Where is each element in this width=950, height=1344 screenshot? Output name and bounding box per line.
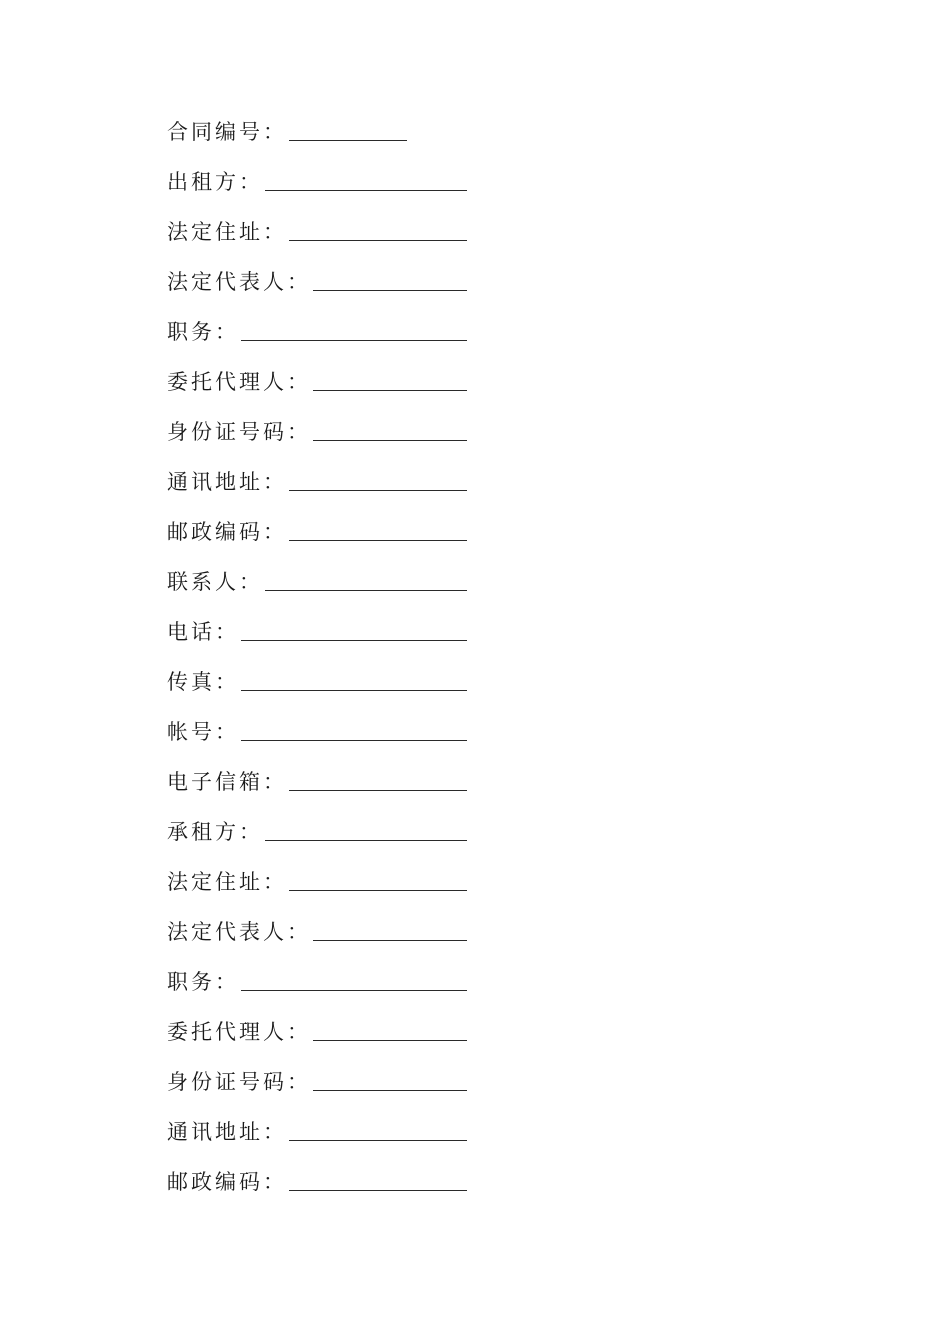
field-label: 承租方： [167, 820, 263, 844]
field-label: 法定代表人： [167, 270, 311, 294]
lessor-phone-blank[interactable] [241, 640, 467, 641]
lessee-id-number-blank[interactable] [313, 1090, 467, 1091]
field-label: 联系人： [167, 570, 263, 594]
field-row-lessor-phone [167, 604, 487, 654]
lessee-legal-address-blank[interactable] [289, 890, 467, 891]
lessor-account-blank[interactable] [241, 740, 467, 741]
field-label: 委托代理人： [167, 370, 311, 394]
contract-party-fields [167, 104, 487, 1204]
field-label: 邮政编码： [167, 1170, 287, 1194]
field-row-lessor-fax [167, 654, 487, 704]
lessor-fax-blank[interactable] [241, 690, 467, 691]
field-row-contract-number [167, 104, 487, 154]
field-row-lessor [167, 154, 487, 204]
lessor-blank[interactable] [265, 190, 467, 191]
field-label: 身份证号码： [167, 420, 311, 444]
field-label: 职务： [167, 320, 239, 344]
field-label: 身份证号码： [167, 1070, 311, 1094]
lessee-position-blank[interactable] [241, 990, 467, 991]
field-label: 帐号： [167, 720, 239, 744]
field-row-lessee-id-number [167, 1054, 487, 1104]
lessor-agent-blank[interactable] [313, 390, 467, 391]
field-label: 传真： [167, 670, 239, 694]
field-label: 邮政编码： [167, 520, 287, 544]
field-label: 法定代表人： [167, 920, 311, 944]
lessor-position-blank[interactable] [241, 340, 467, 341]
field-label: 职务： [167, 970, 239, 994]
field-row-lessor-mailing-address [167, 454, 487, 504]
field-row-lessor-contact [167, 554, 487, 604]
field-row-lessee-position [167, 954, 487, 1004]
lessor-legal-address-blank[interactable] [289, 240, 467, 241]
field-label: 委托代理人： [167, 1020, 311, 1044]
contract-number-blank[interactable] [289, 140, 407, 141]
field-label: 合同编号： [167, 120, 287, 144]
field-row-lessor-id-number [167, 404, 487, 454]
field-row-lessee-legal-address [167, 854, 487, 904]
lessee-legal-representative-blank[interactable] [313, 940, 467, 941]
field-row-lessee-agent [167, 1004, 487, 1054]
lessee-mailing-address-blank[interactable] [289, 1140, 467, 1141]
lessee-agent-blank[interactable] [313, 1040, 467, 1041]
lessor-postal-code-blank[interactable] [289, 540, 467, 541]
lessor-email-blank[interactable] [289, 790, 467, 791]
field-label: 法定住址： [167, 870, 287, 894]
field-row-lessor-email [167, 754, 487, 804]
field-label: 通讯地址： [167, 470, 287, 494]
field-label: 电子信箱： [167, 770, 287, 794]
field-label: 法定住址： [167, 220, 287, 244]
field-row-lessor-agent [167, 354, 487, 404]
lessor-id-number-blank[interactable] [313, 440, 467, 441]
field-row-lessor-postal-code [167, 504, 487, 554]
field-label: 出租方： [167, 170, 263, 194]
field-row-lessor-position [167, 304, 487, 354]
field-row-lessee-legal-representative [167, 904, 487, 954]
field-row-lessor-legal-representative [167, 254, 487, 304]
field-row-lessee-postal-code [167, 1154, 487, 1204]
field-row-lessor-legal-address [167, 204, 487, 254]
field-label: 通讯地址： [167, 1120, 287, 1144]
lessor-legal-representative-blank[interactable] [313, 290, 467, 291]
field-row-lessee-mailing-address [167, 1104, 487, 1154]
lessee-blank[interactable] [265, 840, 467, 841]
lessee-postal-code-blank[interactable] [289, 1190, 467, 1191]
lessor-mailing-address-blank[interactable] [289, 490, 467, 491]
field-row-lessee [167, 804, 487, 854]
field-row-lessor-account [167, 704, 487, 754]
field-label: 电话： [167, 620, 239, 644]
lessor-contact-blank[interactable] [265, 590, 467, 591]
